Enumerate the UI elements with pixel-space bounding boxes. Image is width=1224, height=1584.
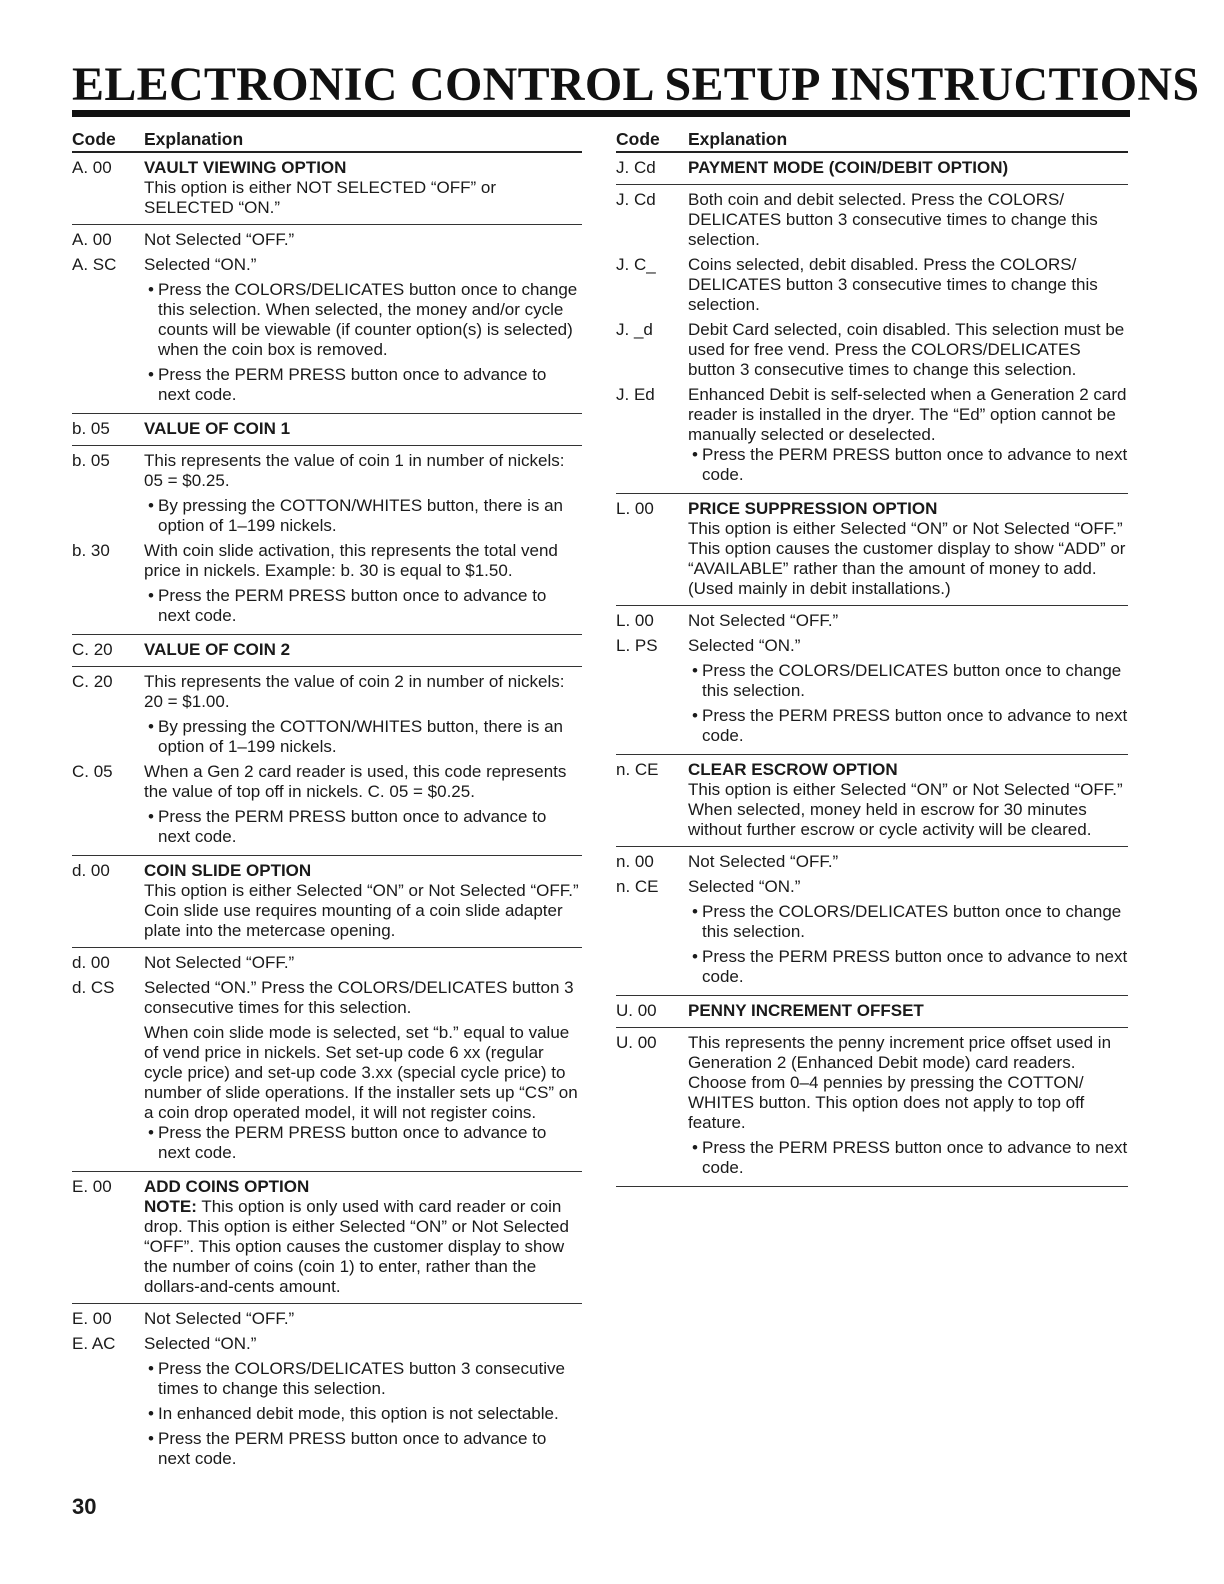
bullet-item xyxy=(144,1123,582,1163)
option-text: This represents the value of coin 2 in number of nickels: 20 = $1.00. xyxy=(144,672,565,711)
bullet-item xyxy=(688,947,1128,987)
option-row xyxy=(616,877,1128,987)
divider xyxy=(72,445,582,446)
bullet-icon: • xyxy=(148,1404,154,1423)
option-row xyxy=(72,230,582,250)
option-row xyxy=(616,320,1128,380)
section-heading-row xyxy=(72,1177,582,1297)
section-heading-row xyxy=(72,419,582,439)
bullet-text: Press the PERM PRESS button once to advance to next code. xyxy=(158,365,547,404)
option-text: Debit Card selected, coin disabled. This selection must be used for free vend. Press the COLORS/DELICATES button 3 consecutive times to change this selection. xyxy=(688,320,1125,379)
note-text: This option is only used with card reader or coin drop. This option is either Selected “ON” or Not Selected “OFF”. This option causes the customer display to show the number of coins (coin 1) to enter, rather than the dollars-and-cents amount. xyxy=(144,1197,569,1296)
option-row xyxy=(72,978,582,1163)
divider xyxy=(72,666,582,667)
bullet-text: By pressing the COTTON/WHITES button, there is an option of 1–199 nickels. xyxy=(158,717,564,756)
code: b. 30 xyxy=(72,541,110,560)
coin-slide-section xyxy=(72,861,582,1172)
bullet-item xyxy=(688,661,1128,701)
bullet-text: Press the PERM PRESS button once to advance to next code. xyxy=(158,807,547,846)
option-text: Enhanced Debit is self-selected when a Generation 2 card reader is installed in the dryer. The “Ed” option cannot be manually selected or deselected. xyxy=(688,385,1127,444)
code: U. 00 xyxy=(616,1033,657,1052)
option-row xyxy=(72,1334,582,1469)
code-column-header: Code xyxy=(616,129,660,149)
option-text: Both coin and debit selected. Press the COLORS/ DELICATES button 3 consecutive times to change this selection. xyxy=(688,190,1098,249)
option-text: Selected “ON.” xyxy=(688,877,801,896)
code: C. 20 xyxy=(72,640,113,659)
bullet-text: Press the PERM PRESS button once to advance to next code. xyxy=(702,706,1128,745)
bullet-item xyxy=(688,445,1128,485)
add-coins-section xyxy=(72,1177,582,1469)
option-text: Not Selected “OFF.” xyxy=(688,611,839,630)
code: E. 00 xyxy=(72,1177,112,1196)
option-text: Not Selected “OFF.” xyxy=(144,230,295,249)
divider xyxy=(72,855,582,856)
code: A. SC xyxy=(72,255,117,274)
bullet-icon: • xyxy=(148,807,154,826)
code: J. _d xyxy=(616,320,653,339)
bullet-icon: • xyxy=(148,1123,154,1142)
bullet-icon: • xyxy=(148,717,154,736)
option-text: Not Selected “OFF.” xyxy=(688,852,839,871)
bullet-text: Press the PERM PRESS button once to advance to next code. xyxy=(158,1123,547,1162)
option-text: This represents the value of coin 1 in number of nickels: 05 = $0.25. xyxy=(144,451,565,490)
column-header xyxy=(72,127,582,153)
code: b. 05 xyxy=(72,451,110,470)
bullet-text: By pressing the COTTON/WHITES button, there is an option of 1–199 nickels. xyxy=(158,496,564,535)
section-text xyxy=(144,861,582,941)
section-description: This option is either Selected “ON” or Not Selected “OFF.” Coin slide use requires mounting of a coin slide adapter plate into the metercase opening. xyxy=(144,881,579,940)
section-heading: VAULT VIEWING OPTION xyxy=(144,158,347,177)
code: E. AC xyxy=(72,1334,116,1353)
note-paragraph: When coin slide mode is selected, set “b.” equal to value of vend price in nickels. Set set-up code 6 xx (regular cycle price) and set-up code 3.xx (special cycle price) to number of slide operations. If the installer sets up “CS” on a coin drop operated model, it will not register coins. xyxy=(144,1023,578,1122)
bullet-text: Press the PERM PRESS button once to advance to next code. xyxy=(158,586,547,625)
divider xyxy=(72,224,582,225)
coin1-section xyxy=(72,419,582,635)
code: L. 00 xyxy=(616,499,654,518)
option-text: Not Selected “OFF.” xyxy=(144,953,295,972)
code: C. 20 xyxy=(72,672,113,691)
option-text-block xyxy=(688,385,1128,485)
bullet-text: Press the PERM PRESS button once to advance to next code. xyxy=(702,445,1128,484)
section-heading: ADD COINS OPTION xyxy=(144,1177,310,1196)
section-heading: PRICE SUPPRESSION OPTION xyxy=(688,499,938,518)
option-text-block xyxy=(688,1033,1128,1178)
bullet-icon: • xyxy=(692,947,698,966)
code: L. 00 xyxy=(616,611,654,630)
bullet-text: Press the COLORS/DELICATES button 3 consecutive times to change this selection. xyxy=(158,1359,565,1398)
code: n. CE xyxy=(616,760,659,779)
bullet-item xyxy=(144,365,582,405)
column-header xyxy=(616,127,1128,153)
section-text xyxy=(688,499,1128,599)
option-text-block xyxy=(144,762,582,847)
option-row xyxy=(72,255,582,405)
divider xyxy=(616,1186,1128,1187)
code: L. PS xyxy=(616,636,658,655)
bullet-icon: • xyxy=(148,365,154,384)
option-text-block xyxy=(144,1334,582,1469)
code: C. 05 xyxy=(72,762,113,781)
vault-viewing-section xyxy=(72,158,582,414)
option-row xyxy=(616,852,1128,872)
left-column xyxy=(72,127,582,1469)
code: A. 00 xyxy=(72,158,112,177)
page-number: 30 xyxy=(72,1494,97,1519)
section-heading: COIN SLIDE OPTION xyxy=(144,861,312,880)
bullet-icon: • xyxy=(148,586,154,605)
section-heading: CLEAR ESCROW OPTION xyxy=(688,760,898,779)
option-text: Selected “ON.” Press the COLORS/DELICATES button 3 consecutive times for this selection. xyxy=(144,978,574,1017)
explanation-column-header: Explanation xyxy=(144,129,244,149)
divider xyxy=(72,947,582,948)
option-row xyxy=(616,1033,1128,1178)
code: n. CE xyxy=(616,877,659,896)
coin2-section xyxy=(72,640,582,856)
option-row xyxy=(616,255,1128,315)
option-row xyxy=(616,385,1128,485)
section-text xyxy=(144,1177,582,1297)
bullet-text: Press the PERM PRESS button once to advance to next code. xyxy=(158,1429,547,1468)
divider xyxy=(72,634,582,635)
code: E. 00 xyxy=(72,1309,112,1328)
bullet-text: Press the COLORS/DELICATES button once to change this selection. xyxy=(702,661,1122,700)
bullet-icon: • xyxy=(692,661,698,680)
divider xyxy=(616,605,1128,606)
divider xyxy=(616,754,1128,755)
bullet-icon: • xyxy=(692,706,698,725)
page-title: ELECTRONIC CONTROL SETUP INSTRUCTIONS xyxy=(72,60,1130,117)
code: J. Cd xyxy=(616,158,656,177)
section-heading: VALUE OF COIN 1 xyxy=(144,419,291,438)
divider xyxy=(616,1027,1128,1028)
code: d. 00 xyxy=(72,953,110,972)
section-heading: PAYMENT MODE (COIN/DEBIT OPTION) xyxy=(688,158,1009,177)
section-heading: VALUE OF COIN 2 xyxy=(144,640,291,659)
option-row xyxy=(72,451,582,536)
option-text: Coins selected, debit disabled. Press the COLORS/ DELICATES button 3 consecutive times to change this selection. xyxy=(688,255,1098,314)
bullet-item xyxy=(144,1429,582,1469)
payment-mode-section xyxy=(616,158,1128,494)
option-text: Selected “ON.” xyxy=(688,636,801,655)
section-heading-row xyxy=(616,1001,1128,1021)
divider xyxy=(72,413,582,414)
option-row xyxy=(72,1309,582,1329)
code: U. 00 xyxy=(616,1001,657,1020)
option-text-block xyxy=(144,451,582,536)
bullet-text: Press the COLORS/DELICATES button once to change this selection. xyxy=(702,902,1122,941)
bullet-text: Press the PERM PRESS button once to advance to next code. xyxy=(702,947,1128,986)
option-row xyxy=(616,190,1128,250)
option-text: Selected “ON.” xyxy=(144,255,257,274)
code: J. Ed xyxy=(616,385,655,404)
section-heading-row xyxy=(616,760,1128,840)
section-text xyxy=(144,158,582,218)
section-description: This option is either NOT SELECTED “OFF” or SELECTED “ON.” xyxy=(144,178,497,217)
code: J. Cd xyxy=(616,190,656,209)
bullet-icon: • xyxy=(692,902,698,921)
bullet-item xyxy=(144,1404,582,1424)
price-suppression-section xyxy=(616,499,1128,755)
option-text: This represents the penny increment price offset used in Generation 2 (Enhanced Debit mode) card readers. Choose from 0–4 pennies by pressing the COTTON/ WHITES button. This option does not apply to top off feature. xyxy=(688,1033,1112,1132)
code: d. 00 xyxy=(72,861,110,880)
bullet-item xyxy=(688,706,1128,746)
note-label: NOTE: xyxy=(144,1197,197,1216)
code: d. CS xyxy=(72,978,115,997)
explanation-column-header: Explanation xyxy=(688,129,788,149)
code: A. 00 xyxy=(72,230,112,249)
option-row xyxy=(72,541,582,626)
bullet-icon: • xyxy=(148,1359,154,1378)
divider xyxy=(72,1303,582,1304)
code-column-header: Code xyxy=(72,129,116,149)
right-column xyxy=(616,127,1128,1187)
option-text-block xyxy=(144,978,582,1163)
divider xyxy=(72,1171,582,1172)
option-row xyxy=(616,611,1128,631)
option-text-block xyxy=(144,541,582,626)
divider xyxy=(616,995,1128,996)
option-text: When a Gen 2 card reader is used, this code represents the value of top off in nickels. C. 05 = $0.25. xyxy=(144,762,567,801)
section-description xyxy=(144,1197,582,1297)
divider xyxy=(616,184,1128,185)
bullet-item xyxy=(144,280,582,360)
option-text-block xyxy=(144,255,582,405)
bullet-item xyxy=(144,1359,582,1399)
section-heading: PENNY INCREMENT OFFSET xyxy=(688,1001,924,1020)
bullet-icon: • xyxy=(692,1138,698,1157)
bullet-icon: • xyxy=(148,1429,154,1448)
code: b. 05 xyxy=(72,419,110,438)
section-heading-row xyxy=(616,499,1128,599)
option-text-block xyxy=(688,636,1128,746)
option-text-block xyxy=(144,672,582,757)
bullet-item xyxy=(144,807,582,847)
option-row xyxy=(72,672,582,757)
section-heading-row xyxy=(616,158,1128,178)
bullet-icon: • xyxy=(148,280,154,299)
bullet-icon: • xyxy=(148,496,154,515)
option-text: With coin slide activation, this represents the total vend price in nickels. Example: b. 30 is equal to $1.50. xyxy=(144,541,558,580)
section-heading-row xyxy=(72,640,582,660)
divider xyxy=(616,846,1128,847)
option-row xyxy=(616,636,1128,746)
bullet-item xyxy=(144,586,582,626)
penny-increment-section xyxy=(616,1001,1128,1187)
divider xyxy=(616,493,1128,494)
bullet-item xyxy=(688,1138,1128,1178)
option-row xyxy=(72,762,582,847)
section-heading-row xyxy=(72,158,582,218)
bullet-text: Press the COLORS/DELICATES button once to change this selection. When selected, the money and/or cycle counts will be viewable (if counter option(s) is selected) when the coin box is removed. xyxy=(158,280,578,359)
section-description: This option is either Selected “ON” or Not Selected “OFF.” This option causes the customer display to show “ADD” or “AVAILABLE” rather than the amount of money to add. (Used mainly in debit installations.) xyxy=(688,519,1126,598)
option-row xyxy=(72,953,582,973)
code: n. 00 xyxy=(616,852,654,871)
bullet-item xyxy=(144,496,582,536)
bullet-text: In enhanced debit mode, this option is not selectable. xyxy=(158,1404,559,1423)
option-text-block xyxy=(688,877,1128,987)
bullet-icon: • xyxy=(692,445,698,464)
code: J. C_ xyxy=(616,255,656,274)
bullet-text: Press the PERM PRESS button once to advance to next code. xyxy=(702,1138,1128,1177)
bullet-item xyxy=(144,717,582,757)
option-text: Not Selected “OFF.” xyxy=(144,1309,295,1328)
section-heading-row xyxy=(72,861,582,941)
clear-escrow-section xyxy=(616,760,1128,996)
section-description: This option is either Selected “ON” or Not Selected “OFF.” When selected, money held in escrow for 30 minutes without further escrow or cycle activity will be cleared. xyxy=(688,780,1123,839)
option-text: Selected “ON.” xyxy=(144,1334,257,1353)
bullet-item xyxy=(688,902,1128,942)
section-text xyxy=(688,760,1128,840)
